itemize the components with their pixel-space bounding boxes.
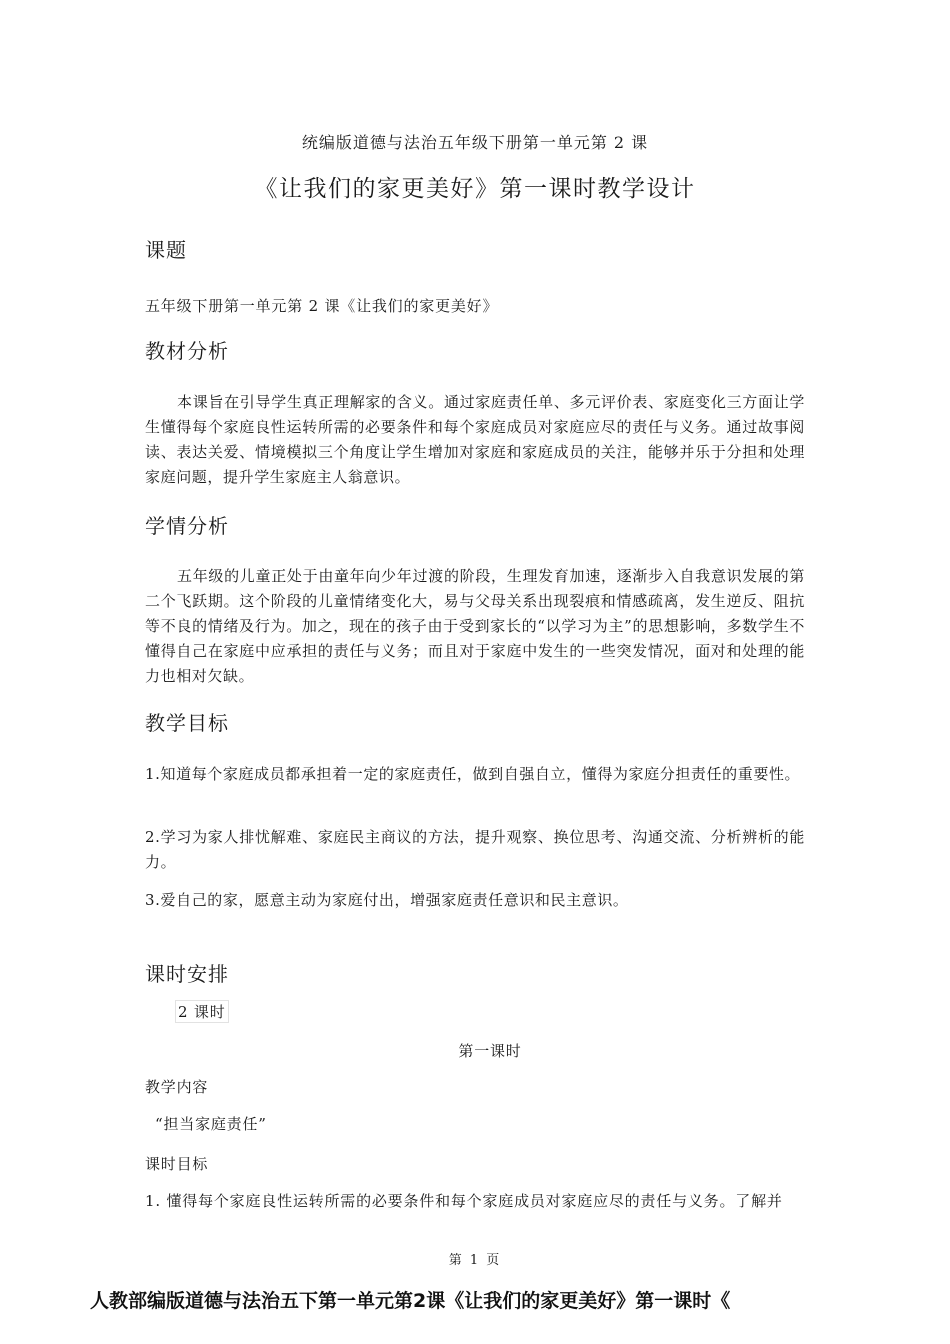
goal-item: 1.知道每个家庭成员都承担着一定的家庭责任，做到自强自立，懂得为家庭分担责任的重要性。 <box>145 765 801 783</box>
section-heading-topic: 课题 <box>145 238 187 262</box>
content-label: 教学内容 <box>145 1078 209 1096</box>
goal-item: 2.学习为家人排忧解难、家庭民主商议的方法，提升观察、换位思考、沟通交流、分析辨析的能力。 <box>145 828 805 871</box>
first-lesson-heading: 第一课时 <box>458 1042 522 1060</box>
topic-text: 五年级下册第一单元第 2 课《让我们的家更美好》 <box>145 297 499 315</box>
page-number: 第 1 页 <box>448 1253 502 1268</box>
section-heading-learner: 学情分析 <box>145 514 229 538</box>
footer-banner: 人教部编版道德与法治五下第一单元第2课《让我们的家更美好》第一课时《 <box>90 1290 731 1312</box>
section-heading-goals: 教学目标 <box>145 711 229 735</box>
document-subtitle: 统编版道德与法治五年级下册第一单元第 2 课 <box>301 133 649 152</box>
content-text: “担当家庭责任” <box>155 1115 267 1133</box>
analysis-paragraph: 本课旨在引导学生真正理解家的含义。通过家庭责任单、多元评价表、家庭变化三方面让学生懂得每个家庭良性运转所需的必要条件和每个家庭成员对家庭应尽的责任与义务。通过故事阅读、表达关爱、情境模拟三个角度让学生增加对家庭和家庭成员的关注，能够并乐于分担和处理家庭问题，提升学生家庭主人翁意识。 <box>145 393 805 486</box>
schedule-text: 2 课时 <box>175 1000 229 1023</box>
document-title: 《让我们的家更美好》第一课时教学设计 <box>254 176 696 202</box>
lesson-goal-text: 1. 懂得每个家庭良性运转所需的必要条件和每个家庭成员对家庭应尽的责任与义务。了解并 <box>145 1192 783 1210</box>
learner-paragraph: 五年级的儿童正处于由童年向少年过渡的阶段，生理发育加速，逐渐步入自我意识发展的第二个飞跃期。这个阶段的儿童情绪变化大，易与父母关系出现裂痕和情感疏离，发生逆反、阻抗等不良的情绪及行为。加之，现在的孩子由于受到家长的“以学习为主”的思想影响，多数学生不懂得自己在家庭中应承担的责任与义务；而且对于家庭中发生的一些突发情况，面对和处理的能力也相对欠缺。 <box>145 567 805 685</box>
section-heading-schedule: 课时安排 <box>145 962 229 986</box>
goal-item: 3.爱自己的家，愿意主动为家庭付出，增强家庭责任意识和民主意识。 <box>145 891 629 909</box>
section-heading-analysis: 教材分析 <box>145 339 229 363</box>
lesson-goal-label: 课时目标 <box>145 1155 209 1173</box>
